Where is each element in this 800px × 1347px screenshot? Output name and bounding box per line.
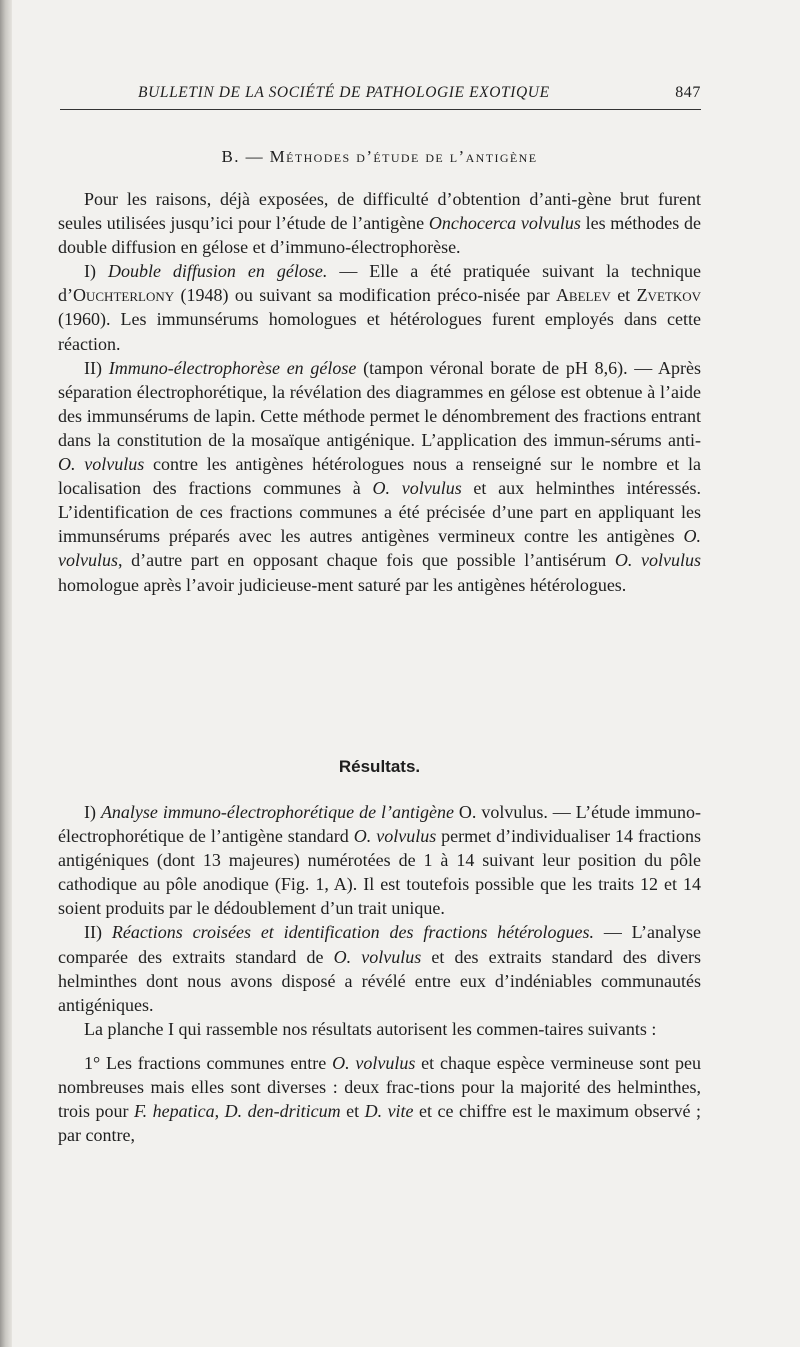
running-head-title: BULLETIN DE LA SOCIÉTÉ DE PATHOLOGIE EXOTIQUE	[138, 84, 550, 101]
paragraph-analysis: I) Analyse immuno-électrophorétique de l’antigène O. volvulus. — L’étude immuno-électrophorétique de l’antigène standard O. volvulus permet d’individualiser 14 fractions antigéniques (dont 13 majeures) numérotées de 1 à 14 suivant leur position du pôle cathodique au pôle anodique (Fig. 1, A). Il est toutefois possible que les traits 12 et 14 soient produits par le dédoublement d’un trait unique.	[58, 802, 701, 919]
paragraph-immunoelectrophoresis: II) Immuno-électrophorèse en gélose (tampon véronal borate de pH 8,6). — Après séparation électrophorétique, la révélation des diagrammes en gélose est obtenue à l’aide des immunsérums de lapin. Cette méthode permet le dénombrement des fractions entrant dans la constitution de la mosaïque antigénique. L’application des immun-sérums anti- O. volvulus contre les antigènes hétérologues nous a renseigné sur le nombre et la localisation des fractions communes à O. volvulus et aux helminthes intéressés. L’identification de ces fractions communes a été précisée d’une part en appliquant les immunsérums préparés avec les autres antigènes vermineux contre les antigènes O. volvulus, d’autre part en opposant chaque fois que possible l’antisérum O. volvulus homologue après l’avoir judicieuse-ment saturé par les antigènes hétérologues.	[58, 357, 702, 595]
page-number: 847	[675, 84, 701, 101]
paragraph-planche: La planche I qui rassemble nos résultats autorisent les commen-taires suivants :	[84, 1018, 657, 1039]
section-heading: B. — Méthodes d’étude de l’antigène	[221, 147, 538, 166]
paragraph-double-diffusion: I) Double diffusion en gélose. — Elle a été pratiquée suivant la technique d’Ouchterlony (1948) ou suivant sa modification préco-nisée par Abelev et Zvetkov (1960). Les immunsérums homologues et hétérologues furent employés dans cette réaction.	[58, 261, 701, 354]
results-heading: Résultats.	[338, 757, 421, 776]
results-text	[58, 800, 701, 1147]
running-head	[138, 84, 701, 108]
header-rule	[60, 109, 701, 110]
book-binding-shadow	[0, 0, 12, 1347]
paragraph-gap	[58, 1041, 701, 1051]
paragraph-methods-intro: Pour les raisons, déjà exposées, de difficulté d’obtention d’anti-gène brut furent seules utilisées jusqu’ici pour l’étude de l’antigène Onchocerca volvulus les méthodes de double diffusion en gélose et d’immuno-électrophorèse.	[58, 189, 701, 258]
paragraph-cross-reactions: II) Réactions croisées et identification des fractions hétérologues. — L’analyse comparée des extraits standard de O. volvulus et des extraits standard des divers helminthes dont nous avons disposé a révélé entre eux d’indéniables communautés antigéniques.	[58, 922, 701, 1015]
paragraph-common-fractions: 1° Les fractions communes entre O. volvulus et chaque espèce vermineuse sont peu nombreuses mais elles sont diverses : deux frac-tions pour la majorité des helminthes, trois pour F. hepatica, D. den-driticum et D. vite et ce chiffre est le maximum observé ; par contre,	[58, 1052, 702, 1146]
methods-text	[58, 187, 701, 597]
